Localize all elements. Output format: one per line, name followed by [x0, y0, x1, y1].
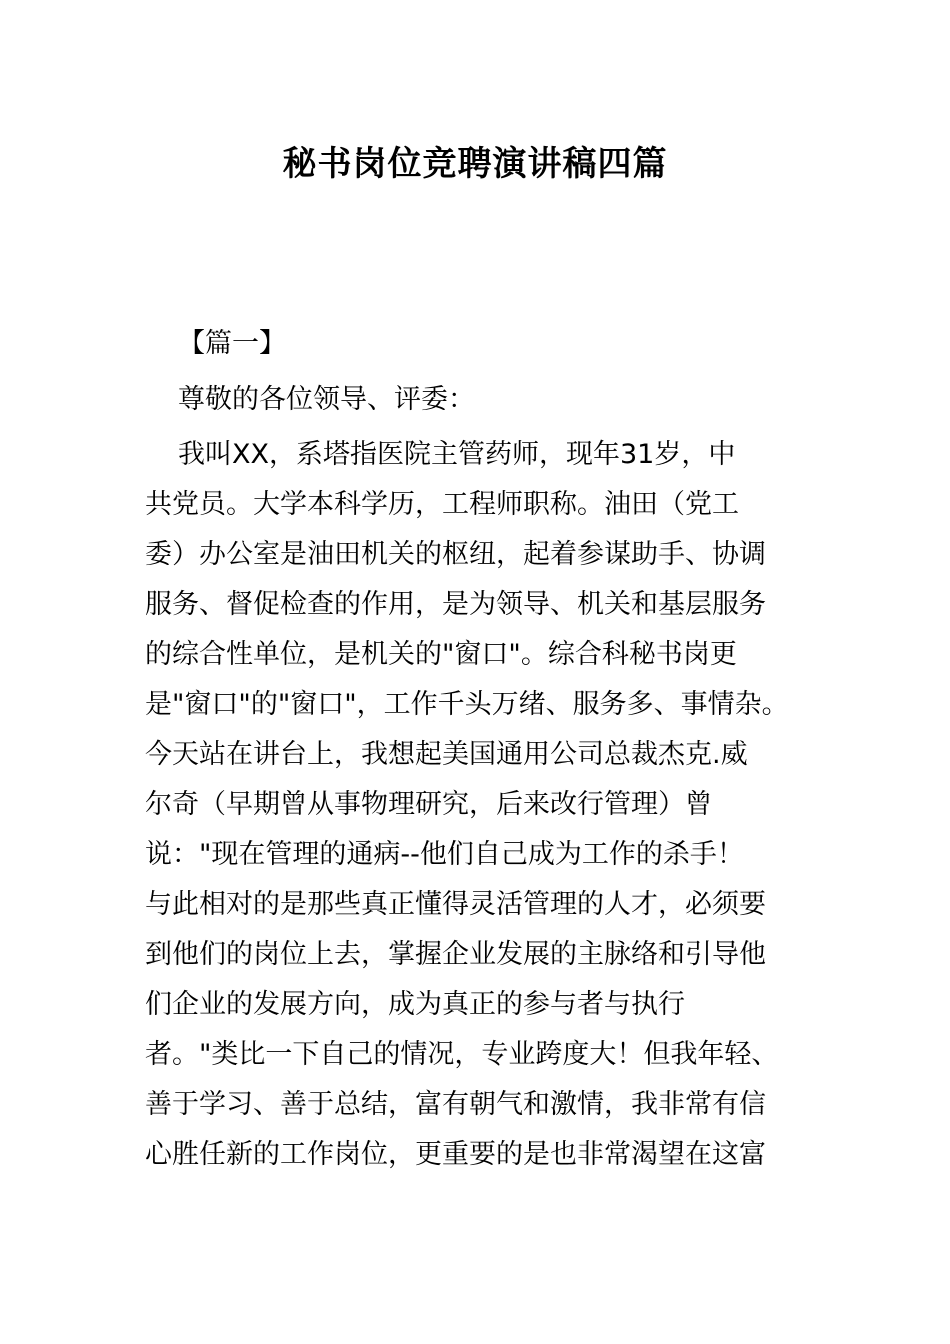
document-title: 秘书岗位竞聘演讲稿四篇	[282, 144, 668, 184]
body-line: 我叫XX，系塔指医院主管药师，现年31岁，中	[178, 439, 736, 470]
section-label: 【篇一】	[178, 328, 286, 359]
greeting-line: 尊敬的各位领导、评委：	[178, 384, 475, 415]
body-line: 说："现在管理的通病--他们自己成为工作的杀手！	[145, 839, 744, 870]
body-line: 是"窗口"的"窗口"，工作千头万绪、服务多、事情杂。	[145, 689, 789, 720]
body-line: 委）办公室是油田机关的枢纽，起着参谋助手、协调	[145, 539, 766, 570]
body-line: 者。"类比一下自己的情况，专业跨度大！但我年轻、	[145, 1039, 779, 1070]
body-line: 善于学习、善于总结，富有朝气和激情，我非常有信	[145, 1089, 766, 1120]
body-line: 尔奇（早期曾从事物理研究，后来改行管理）曾	[145, 789, 712, 820]
body-line: 的综合性单位，是机关的"窗口"。综合科秘书岗更	[145, 639, 737, 670]
body-line: 服务、督促检查的作用，是为领导、机关和基层服务	[145, 589, 766, 620]
body-line: 共党员。大学本科学历，工程师职称。油田（党工	[145, 489, 739, 520]
body-line: 今天站在讲台上，我想起美国通用公司总裁杰克.威	[145, 739, 748, 770]
body-line: 心胜任新的工作岗位，更重要的是也非常渴望在这富	[145, 1139, 766, 1170]
body-line: 与此相对的是那些真正懂得灵活管理的人才，必须要	[145, 889, 766, 920]
body-line: 们企业的发展方向，成为真正的参与者与执行	[145, 989, 685, 1020]
body-line: 到他们的岗位上去，掌握企业发展的主脉络和引导他	[145, 939, 766, 970]
